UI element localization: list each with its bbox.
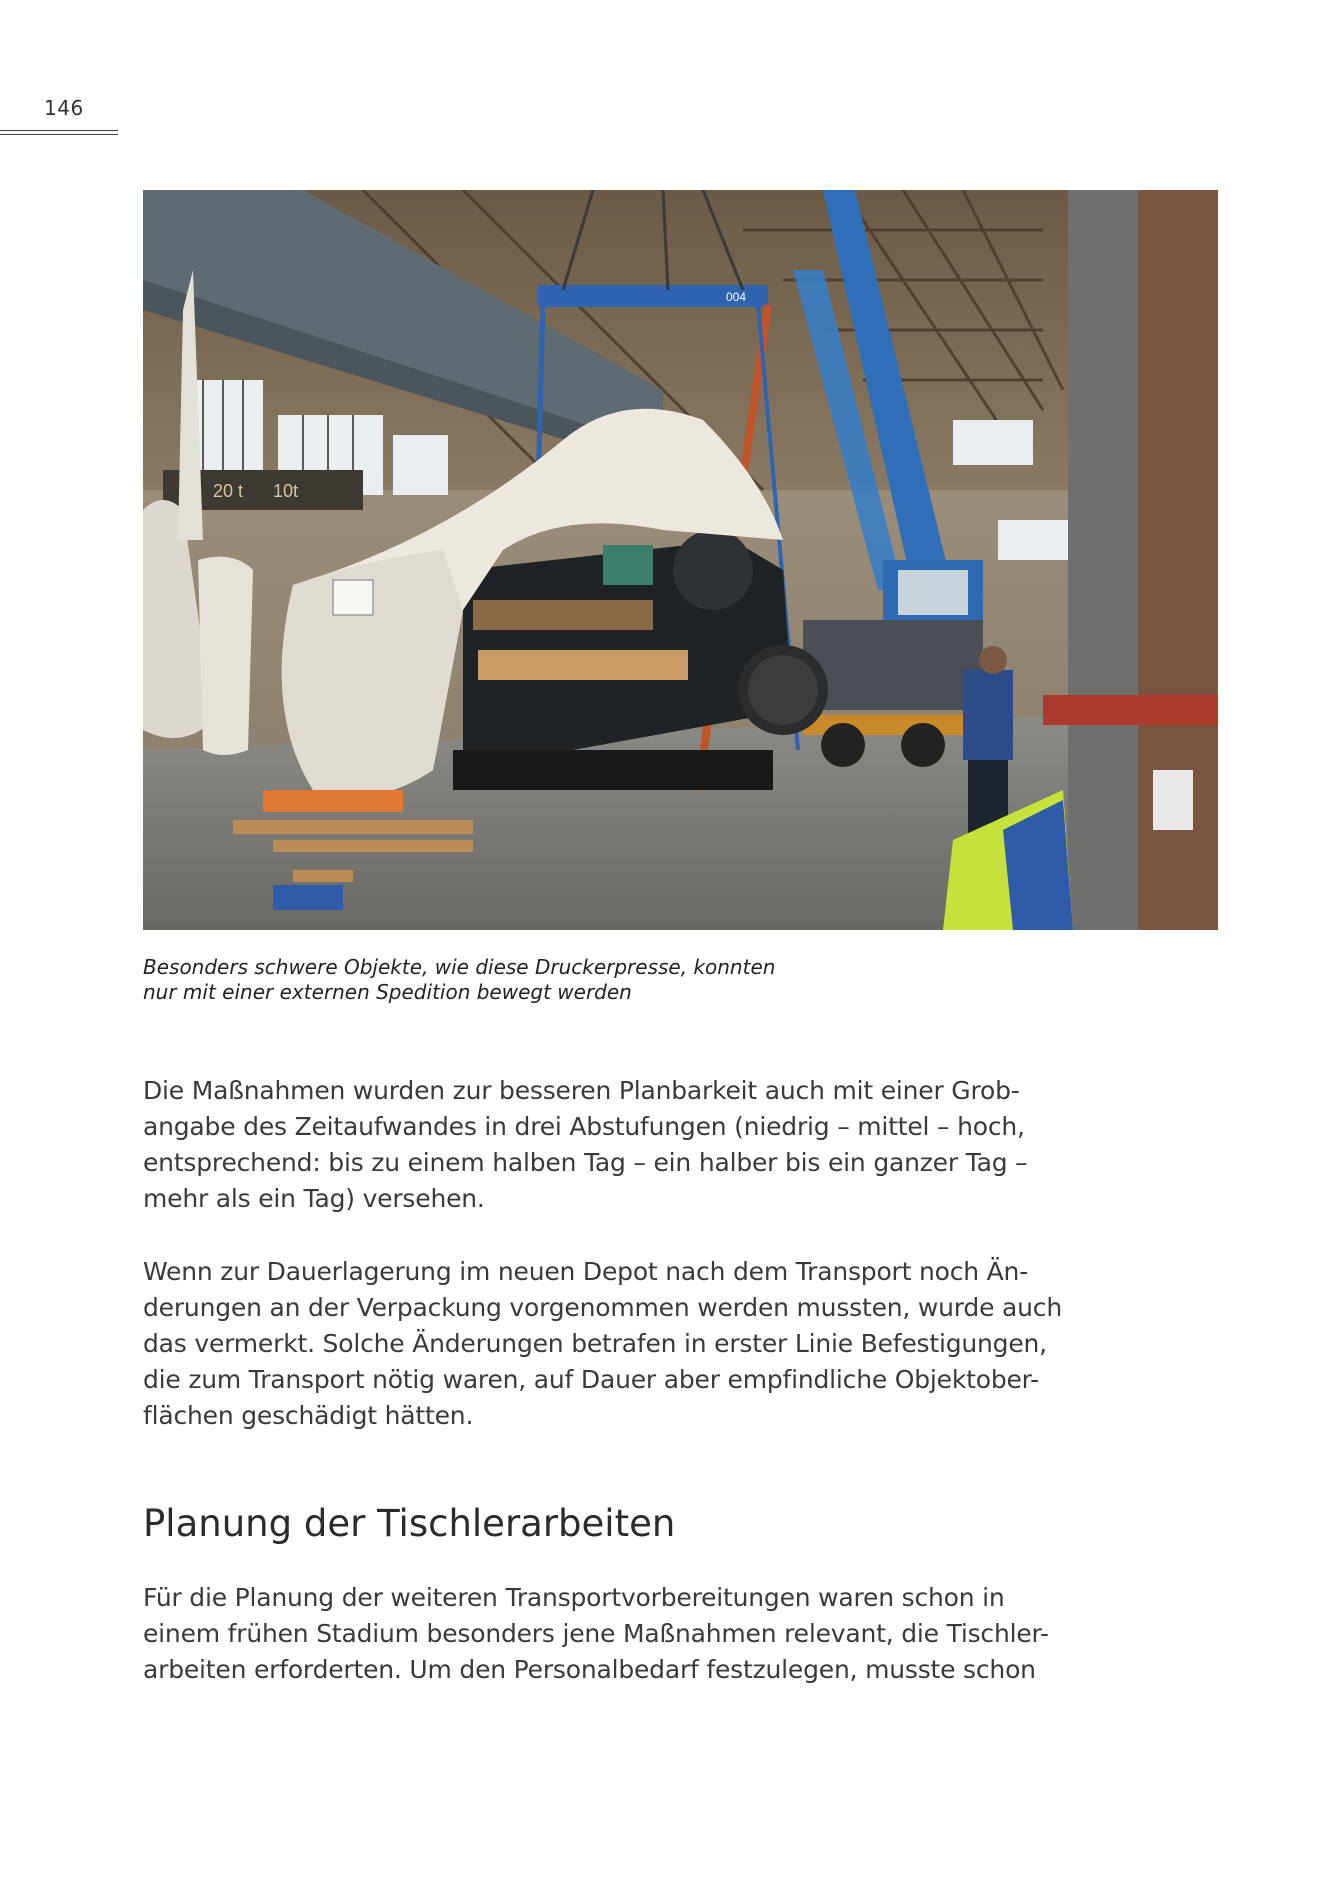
crane-capacity-sign: 20 t [213, 481, 244, 501]
page-number: 146 [44, 96, 84, 120]
text-line: das vermerkt. Solche Änderungen betrafen in erster Linie Befestigungen, [143, 1329, 1047, 1358]
section-heading: Planung der Tischlerarbeiten [143, 1502, 676, 1545]
beam-number-label: 004 [726, 290, 747, 304]
caption-line: Besonders schwere Objekte, wie diese Druckerpresse, konnten [143, 955, 776, 979]
page-number-rule [0, 130, 118, 135]
photo-caption [143, 955, 843, 1005]
text-line: Die Maßnahmen wurden zur besseren Planbarkeit auch mit einer Grob- [143, 1076, 1020, 1105]
text-line: angabe des Zeitaufwandes in drei Abstufungen (niedrig – mittel – hoch, [143, 1112, 1025, 1141]
text-line: Für die Planung der weiteren Transportvorbereitungen waren schon in [143, 1583, 1005, 1612]
text-line: mehr als ein Tag) versehen. [143, 1184, 485, 1213]
caption-line: nur mit einer externen Spedition bewegt werden [143, 980, 632, 1004]
body-paragraph-2 [143, 1254, 1062, 1434]
text-line: die zum Transport nötig waren, auf Dauer aber empfindliche Objektober- [143, 1365, 1039, 1394]
crane-capacity-sign-2: 10t [273, 481, 299, 501]
text-line: derungen an der Verpackung vorgenommen werden mussten, wurde auch [143, 1293, 1062, 1322]
text-line: flächen geschädigt hätten. [143, 1401, 474, 1430]
text-line: einem frühen Stadium besonders jene Maßnahmen relevant, die Tischler- [143, 1619, 1049, 1648]
text-line: entsprechend: bis zu einem halben Tag – ein halber bis ein ganzer Tag – [143, 1148, 1028, 1177]
photo-printing-press-crane [143, 190, 1218, 930]
body-paragraph-3 [143, 1580, 1049, 1688]
text-line: Wenn zur Dauerlagerung im neuen Depot nach dem Transport noch Än- [143, 1257, 1029, 1286]
text-line: arbeiten erforderten. Um den Personalbedarf festzulegen, musste schon [143, 1655, 1036, 1684]
body-paragraph-1 [143, 1073, 1027, 1217]
